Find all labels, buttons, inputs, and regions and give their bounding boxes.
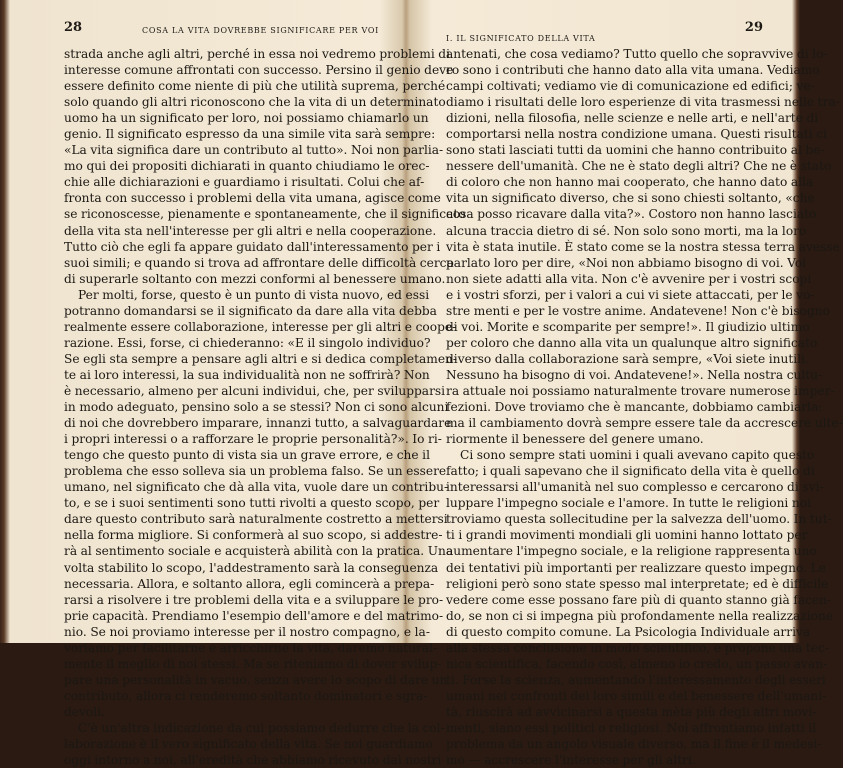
text-line: realmente essere collaborazione, interesse per gli altri e coope- [64,319,457,334]
text-line: necessaria. Allora, e soltanto allora, egli comincerà a prepa- [64,576,435,591]
page-body-text [446,46,843,768]
text-line: oggi intorno a noi, all'eredità che abbiamo ricevuto dai nostri [64,753,442,768]
text-line: comportarsi nella nostra condizione umana. Questi risultati ci [446,127,828,142]
text-line: religioni però sono state spesso mal interpretate; ed è difficile [446,576,829,591]
text-line: e i vostri sforzi, per i valori a cui vi siete attaccati, per le vo- [446,287,815,302]
text-line: do, se non ci si impegna più profondamente nella realizzazione [446,608,834,623]
text-line: campi coltivati; vediamo vie di comunicazione ed edifici; ve- [446,79,815,94]
text-line: tà, riuscirà ad avvicinarsi a questa mèta più degli altri movi- [446,704,817,719]
text-line: interessarsi all'umanità nel suo complesso e cercarono di svi- [446,480,824,495]
text-line: strada anche agli altri, perché in essa noi vedremo problemi di [64,47,450,61]
text-line: nica scientifica, facendo così, almeno io credo, un passo avan- [446,656,828,671]
page-number: 29 [744,20,763,35]
text-line: contributo, allora ci renderemo soltanto dominatori e sgra- [64,688,428,703]
text-line: interesse comune affrontati con successo. Persino il genio deve [64,63,454,78]
text-line: rarsi a risolvere i tre problemi della vita e a sviluppare le pro- [64,592,444,607]
text-line: vedere come esse possano fare più di quanto stanno già facen- [446,592,832,607]
text-line: nio. Se noi proviamo interesse per il nostro compagno, e la- [64,624,430,639]
text-line: tengo che questo punto di vista sia un grave errore, e che il [64,448,430,463]
text-line: fatto; i quali sapevano che il significato della vita è quello di [446,464,815,479]
text-line: alcuna traccia dietro di sé. Non solo sono morti, ma la loro [446,223,807,238]
page-body-text [64,46,466,768]
text-line: pare una personalità in vacuo, senza avere lo scopo di dare un [64,672,448,687]
text-line: volta stabilito lo scopo, l'addestramento sarà la conseguenza [64,560,439,575]
text-line: C'è un'altra indicazione da cui possiamo dedurre che la col- [78,720,445,735]
text-line: voriamo per facilitarne e arricchirne la vita, daremo natural- [64,640,438,655]
right-page [410,0,843,768]
text-line: menti, siano essi politici o religiosi. Noi affrontiamo infatti il [446,720,817,735]
text-line: essere definito come niente di più che utilità suprema, perché [64,79,446,94]
text-line: umani nei confronti dei loro simili e del benessere dell'umani- [446,688,827,703]
text-line: solo quando gli altri riconoscono che la vita di un determinato [64,95,446,110]
text-line: della vita sta nell'interesse per gli altri e nella cooperazione. [64,223,437,238]
text-line: non siete adatti alla vita. Non c'è avvenire per i vostri scopi [446,271,812,286]
text-line: diverso dalla collaborazione sarà sempre, «Voi siete inutili. [446,351,809,366]
text-line: ti i grandi movimenti mondiali gli uomini hanno lottato per [446,528,808,543]
text-line: Ci sono sempre stati uomini i quali avevano capito questo [460,448,815,463]
text-line: stre menti e per le vostre anime. Andatevene! Non c'è bisogno [446,303,830,318]
text-line: genio. Il significato espresso da una simile vita sarà sempre: [64,127,436,142]
text-line: se riconoscesse, pienamente e spontaneamente, che il significato [64,207,466,222]
text-line: cosa posso ricavare dalla vita?». Costoro non hanno lasciato [446,207,817,222]
text-line: ti. Forse la scienza, aumentando l'interessamento degli esseri [446,672,826,687]
text-line: potranno domandarsi se il significato da dare alla vita debba [64,303,437,318]
text-line: rà al sentimento sociale e acquisterà abilità con la pratica. Una [64,544,454,559]
text-line: problema che esso solleva sia un problema falso. Se un essere [64,464,447,479]
text-line: mo qui dei propositi dichiarati in quanto chiudiamo le orec- [64,159,430,174]
text-line: prie capacità. Prendiamo l'esempio dell'amore e del matrimo- [64,608,444,623]
text-line: nella forma migliore. Si conformerà al suo scopo, si addestre- [64,528,443,543]
text-line: riormente il benessere del genere umano. [446,432,704,447]
text-line: chie alle dichiarazioni e guardiamo i risultati. Colui che af- [64,175,425,190]
text-line: di coloro che non hanno mai cooperato, che hanno dato alla [446,175,814,190]
text-line: è necessario, almeno per alcuni individui, che, per svilupparsi [64,383,446,398]
text-line: laborazione è il vero significato della vita. Se noi guardiamo [64,737,433,752]
text-line: i propri interessi o a rafforzare le proprie personalità?». Io ri- [64,432,442,447]
text-line: vita un significato diverso, che si sono chiesti soltanto, «che [446,191,815,206]
text-line: razione. Essi, forse, ci chiederanno: «E il singolo individuo? [64,335,431,350]
text-line: dei tentativi più importanti per realizzare questo impegno. Le [446,560,826,575]
text-line: devoli. [64,704,105,719]
text-line: uomo ha un significato per loro, noi possiamo chiamarlo un [64,111,429,126]
text-line: di noi che dovrebbero imparare, innanzi tutto, a salvaguardare [64,416,452,431]
text-line: Tutto ciò che egli fa appare guidato dall'interessamento per i [64,239,441,254]
text-line: suoi simili; e quando si trova ad affrontare delle difficoltà cerca [64,255,454,270]
text-line: aumentare l'impegno sociale, e la religione rappresenta uno [446,544,817,559]
text-line: fronta con successo i problemi della vita umana, agisce come [64,191,441,206]
text-line: luppare l'impegno sociale e l'amore. In tutte le religioni noi [446,496,811,511]
text-line: diamo i risultati delle loro esperienze di vita trasmessi nelle tra- [446,95,840,110]
text-line: dizioni, nella filosofia, nelle scienze e nelle arti, e nell'arte di [446,111,819,126]
text-line: per coloro che danno alla vita un qualunque altro significato [446,335,818,350]
left-page [10,0,466,768]
text-line: ra attuale noi possiamo naturalmente trovare numerose imper- [446,383,835,398]
text-line: mo — accrescere l'interesse per gli altri. [446,753,696,768]
text-line: «La vita significa dare un contributo al tutto». Noi non parlia- [64,143,444,158]
text-line: to, e se i suoi sentimenti sono tutti rivolti a questo scopo, per [64,496,440,511]
running-head: I. IL SIGNIFICATO DELLA VITA [446,34,596,43]
text-line: sono stati lasciati tutti da uomini che hanno contribuito al be- [446,143,825,158]
text-line: antenati, che cosa vediamo? Tutto quello che sopravvive di lo- [446,47,828,61]
text-line: in modo adeguato, pensino solo a se stessi? Non ci sono alcuni [64,400,449,415]
text-line: dare questo contributo sarà naturalmente costretto a mettersi [64,512,448,527]
text-line: nessere dell'umanità. Che ne è stato degli altri? Che ne è stato [446,159,832,174]
text-line: alla stessa conclusione in modo scientifico, e propone una tec- [446,640,829,655]
running-head: COSA LA VITA DOVREBBE SIGNIFICARE PER VOI [142,26,379,35]
text-line: fezioni. Dove troviamo che è mancante, dobbiamo cambiarla: [446,400,823,415]
text-line: parlato loro per dire, «Noi non abbiamo bisogno di voi. Voi [446,255,807,270]
text-line: ma il cambiamento dovrà sempre essere tale da accrescere ulte- [446,416,843,431]
text-line: umano, nel significato che dà alla vita, vuole dare un contribu- [64,480,449,495]
text-line: di superarle soltanto con mezzi conformi al benessere umano. [64,271,446,286]
text-line: ro sono i contributi che hanno dato alla vita umana. Vediamo [446,63,820,78]
text-line: vita è stata inutile. È stato come se la nostra stessa terra avesse [446,239,840,254]
text-line: di voi. Morite e scomparite per sempre!». Il giudizio ultimo [446,319,810,334]
text-line: mente il meglio di noi stessi. Ma se riteniamo di dover svilup- [64,656,442,671]
text-line: Se egli sta sempre a pensare agli altri e si dedica completamen- [64,351,458,366]
text-line: Per molti, forse, questo è un punto di vista nuovo, ed essi [78,287,430,302]
text-line: Nessuno ha bisogno di voi. Andatevene!». Nella nostra cultu- [446,367,823,382]
text-line: troviamo questa sollecitudine per la salvezza dell'uomo. In tut- [446,512,832,527]
page-number: 28 [64,20,83,35]
text-line: problema da un angolo visuale diverso, ma il fine è il medesi- [446,737,822,752]
text-line: te ai loro interessi, la sua individualità non ne soffrirà? Non [64,367,430,382]
text-line: di questo compito comune. La Psicologia Individuale arriva [446,624,811,639]
